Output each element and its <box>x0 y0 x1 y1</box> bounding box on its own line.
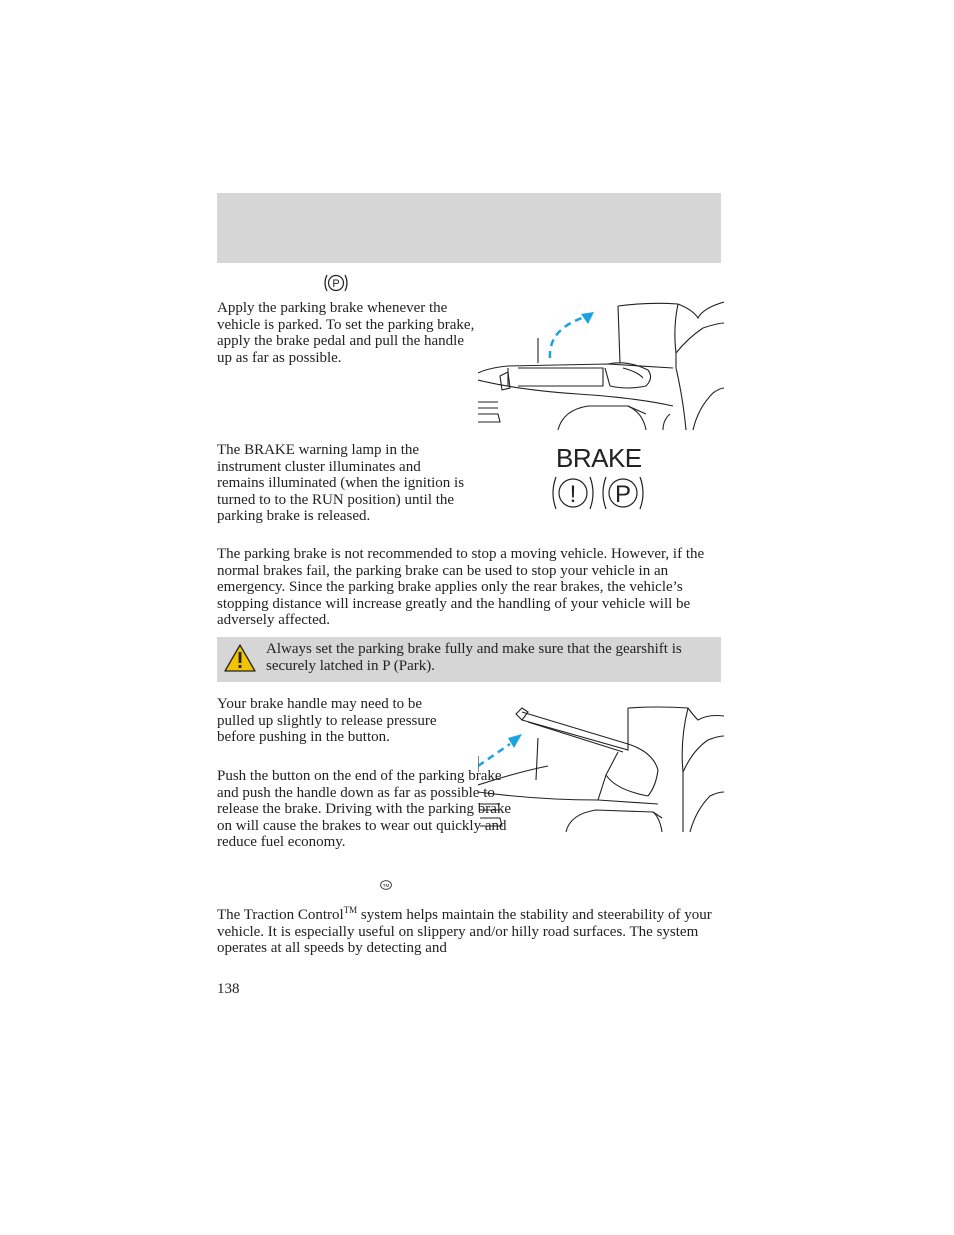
parking-brake-icon <box>322 273 350 293</box>
trademark-superscript: TM <box>343 905 358 915</box>
park-symbol: P <box>614 481 632 508</box>
traction-text-start: The Traction Control <box>217 907 344 923</box>
parking-brake-release-illustration <box>478 700 724 832</box>
section-header-band <box>217 193 721 263</box>
svg-text:P: P <box>332 278 340 290</box>
warning-triangle-icon <box>223 643 257 673</box>
paragraph-apply-brake: Apply the parking brake whenever the vehicle is parked. To set the parking brake, apply the brake pedal and pull the handle up as far as possible. <box>217 300 475 366</box>
parking-brake-apply-illustration <box>478 298 724 430</box>
page-number: 138 <box>217 981 240 997</box>
brake-lamp-symbols <box>550 474 648 514</box>
paragraph-push-button: Push the button on the end of the parking brake and push the handle down as far as possible to release the brake. Driving with the parking brake on will cause the brakes to wear out quickly and reduce fuel economy. <box>217 768 512 850</box>
brake-warning-lamp <box>548 442 648 514</box>
traction-text-rest: system helps maintain the stability and steerability of your vehicle. It is especially useful on slippery and/or hilly road surfaces. The system operates at all speeds by detecting and <box>217 907 712 956</box>
trademark-symbol <box>380 880 392 890</box>
warning-text: Always set the parking brake fully and make sure that the gearshift is securely latched in P (Park). <box>266 641 682 674</box>
paragraph-traction-control <box>217 902 722 957</box>
brake-lamp-label: BRAKE <box>556 443 642 473</box>
paragraph-release-pressure: Your brake handle may need to be pulled up slightly to release pressure before pushing in the button. <box>217 696 437 745</box>
paragraph-warning-lamp: The BRAKE warning lamp in the instrument cluster illuminates and remains illuminated (when the ignition is turned to to the RUN position) until the parking brake is released. <box>217 442 465 524</box>
section-tm-text: TM <box>382 882 390 888</box>
paragraph-not-recommended: The parking brake is not recommended to stop a moving vehicle. However, if the normal brakes fail, the parking brake can be used to stop your vehicle in an emergency. Since the parking brake applies only the rear brakes, the vehicle’s stopping distance will increase greatly and the handling of your vehicle will be adversely affected. <box>217 546 705 628</box>
exclamation-symbol: ! <box>569 481 577 508</box>
